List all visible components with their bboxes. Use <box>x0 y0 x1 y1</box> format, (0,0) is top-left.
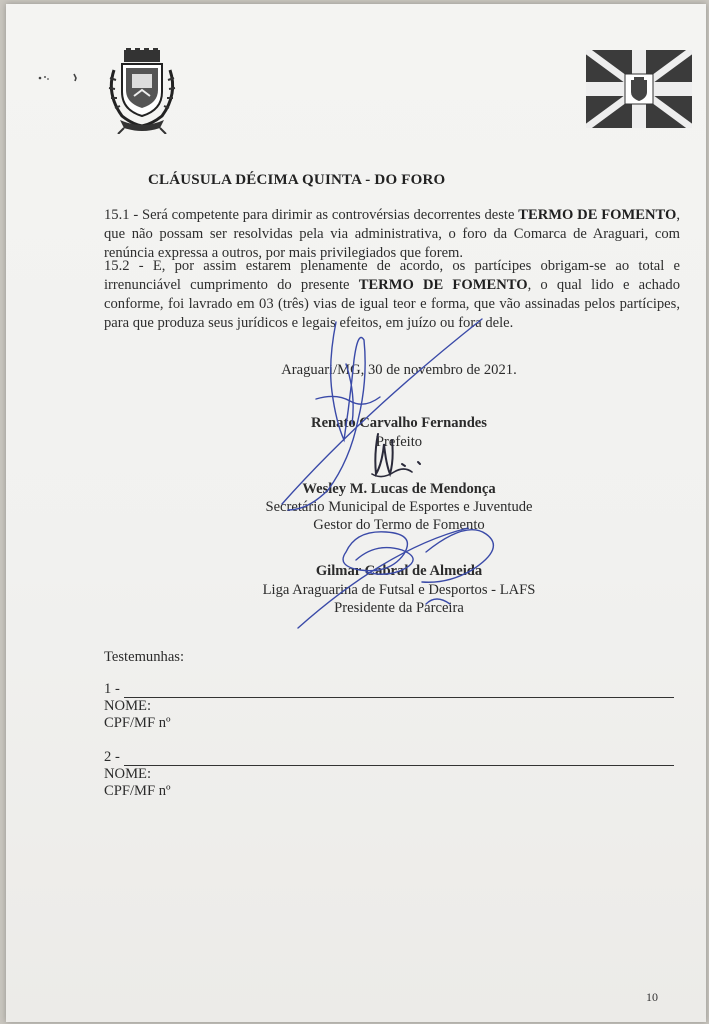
witness-block <box>104 681 674 732</box>
signatory-name: Gilmar Cabral de Almeida <box>315 563 483 579</box>
signatory-role: Secretário Municipal de Esportes e Juventude <box>265 499 533 515</box>
paragraph-15-2: 15.2 - E, por assim estarem plenamente de acordo, os partícipes obrigam-se ao total e irrenunciável cumprimento do presente TERMO DE FOMENTO, o qual lido e achado conforme, foi lavrado em 03 (três) vias de igual teor e forma, que vão assinadas pelos partícipes, para que produza seus jurídicos e legais efeitos, em juízo ou fora dele. <box>104 258 680 331</box>
signatory-role-secondary: Presidente da Parceira <box>334 600 464 616</box>
municipal-flag-icon <box>586 50 692 128</box>
witness-index: 1 - <box>104 681 120 697</box>
signatory-role-secondary: Gestor do Termo de Fomento <box>313 517 485 533</box>
witness-name-label: NOME: <box>104 766 152 782</box>
municipal-coat-of-arms-icon <box>102 48 182 134</box>
signatory-name: Renato Carvalho Fernandes <box>311 415 487 431</box>
clause-title: CLÁUSULA DÉCIMA QUINTA - DO FORO <box>148 172 446 188</box>
signature-line <box>124 683 674 698</box>
witness-index: 2 - <box>104 749 120 765</box>
signatory-role: Prefeito <box>375 434 423 450</box>
witness-cpf-label: CPF/MF nº <box>104 715 171 731</box>
signatory-name: Wesley M. Lucas de Mendonça <box>302 481 496 497</box>
date-line: Araguari/MG, 30 de novembro de 2021. <box>281 362 517 378</box>
paragraph-15-1: 15.1 - Será competente para dirimir as controvérsias decorrentes deste TERMO DE FOMENTO, que não possam ser resolvidas pela via administrativa, o foro da Comarca de Araguari, com renúncia expressa a outros, por mais privilegiados que forem. <box>104 207 681 261</box>
witness-block <box>104 749 674 800</box>
page-number: 10 <box>646 990 658 1004</box>
witness-cpf-label: CPF/MF nº <box>104 783 171 799</box>
witnesses-label: Testemunhas: <box>104 649 185 665</box>
ink-smudge-icon <box>34 70 104 84</box>
document-page <box>6 4 706 1022</box>
witness-name-label: NOME: <box>104 698 152 714</box>
signature-line <box>124 751 674 766</box>
signatory-role: Liga Araguarina de Futsal e Desportos - LAFS <box>262 582 536 598</box>
